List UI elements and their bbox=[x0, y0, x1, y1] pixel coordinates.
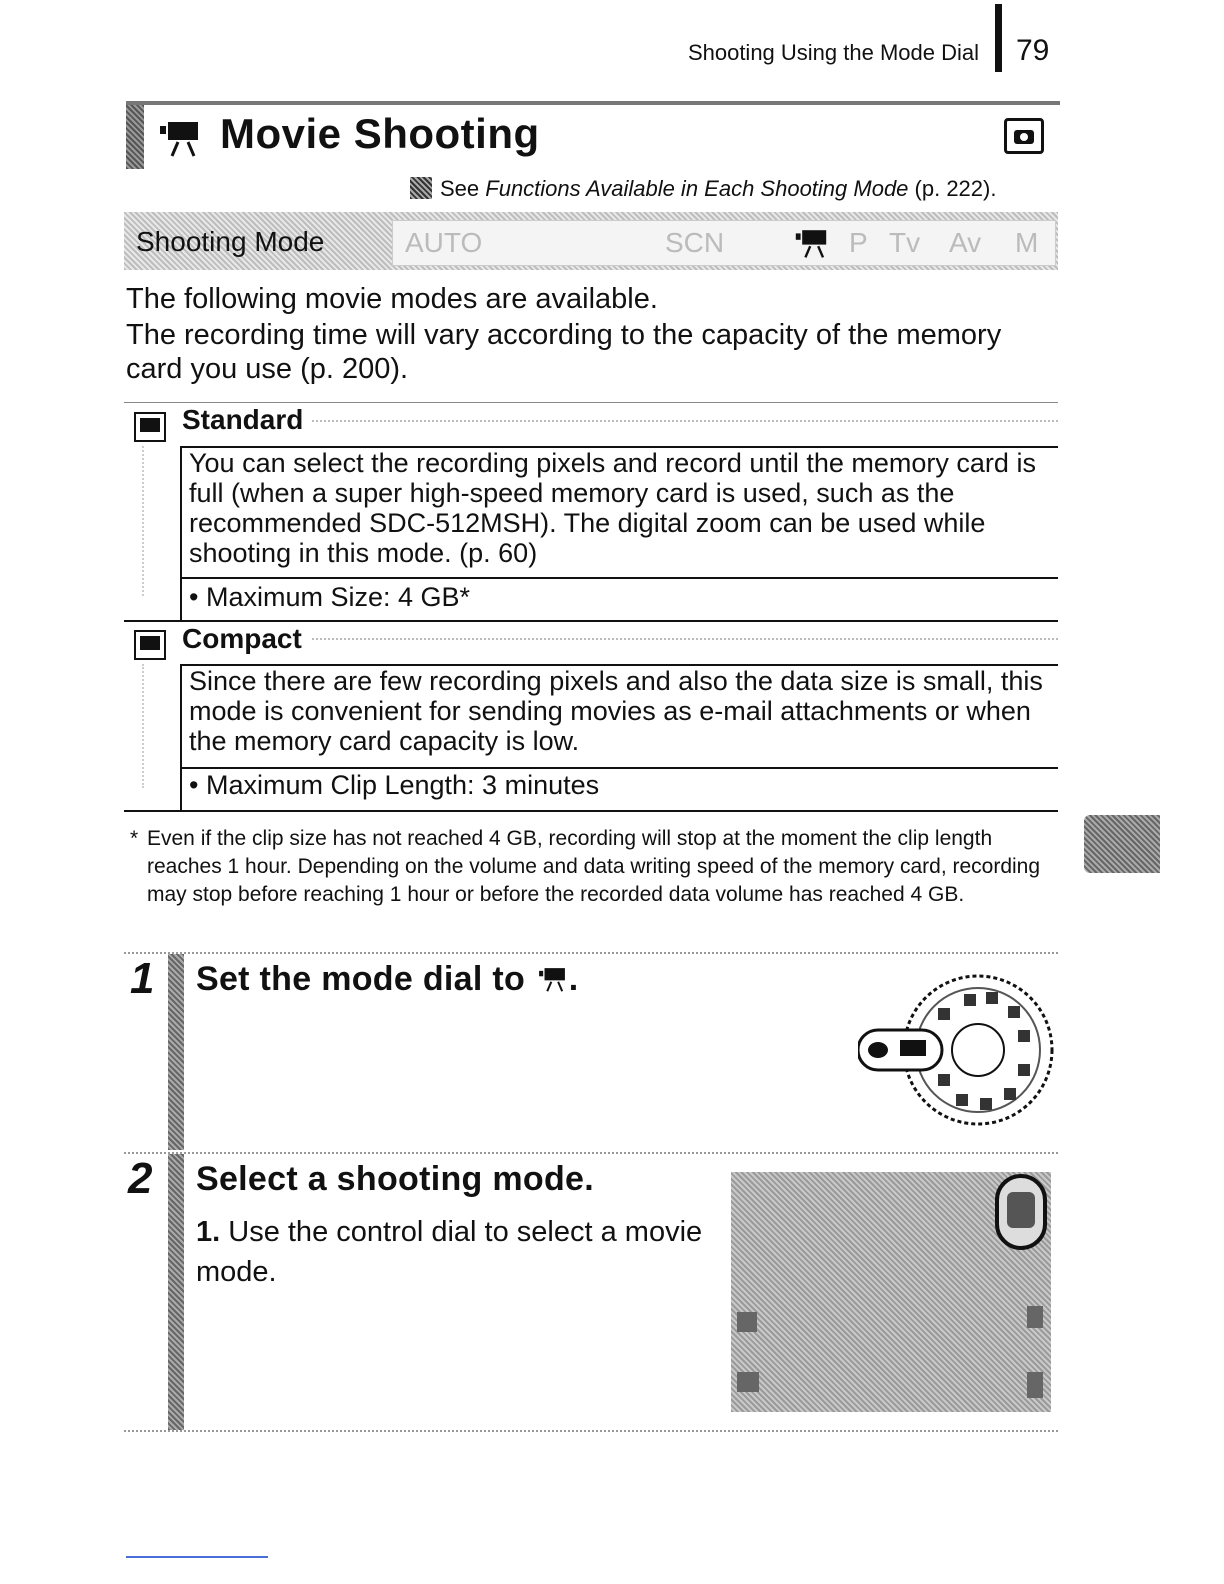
sub-step-number: 1. bbox=[196, 1216, 221, 1248]
header-divider bbox=[995, 4, 1002, 72]
row-left-line bbox=[180, 664, 182, 810]
step-instruction bbox=[196, 1212, 716, 1292]
cross-reference[interactable] bbox=[410, 176, 996, 202]
camera-icon bbox=[1004, 118, 1044, 154]
dotted-leader bbox=[312, 420, 1058, 422]
step-title-2: Select a shooting mode. bbox=[196, 1160, 594, 1198]
table-top-rule bbox=[124, 402, 1058, 403]
mode-av: Av bbox=[949, 227, 982, 258]
row-rule bbox=[180, 577, 1058, 579]
mode-name-compact: Compact bbox=[182, 623, 302, 654]
standard-movie-icon bbox=[134, 412, 166, 442]
intro-line-2: The recording time will vary according to the capacity of the memory card you use (p. 200). bbox=[126, 319, 1002, 385]
mode-spec-standard: • Maximum Size: 4 GB* bbox=[189, 582, 471, 612]
battery-icon bbox=[1027, 1372, 1043, 1398]
stabilizer-icon bbox=[1027, 1306, 1043, 1328]
mode-spec-compact: • Maximum Clip Length: 3 minutes bbox=[189, 770, 600, 800]
dotted-column bbox=[142, 664, 144, 788]
shooting-mode-label: Shooting Mode bbox=[136, 226, 325, 257]
movie-camera-icon bbox=[154, 116, 204, 160]
table-bottom-rule bbox=[124, 810, 1058, 812]
sub-step-text: Use the control dial to select a movie mode. bbox=[196, 1216, 703, 1288]
reference-arrow-icon bbox=[410, 177, 432, 199]
step-title-text: Set the mode dial to bbox=[196, 960, 526, 998]
dotted-leader bbox=[312, 638, 1058, 640]
footnote-marker: * bbox=[130, 827, 139, 850]
row-rule bbox=[180, 767, 1058, 769]
step-divider bbox=[124, 952, 1058, 954]
dotted-column bbox=[142, 446, 144, 596]
row-left-line bbox=[180, 446, 182, 622]
step-number-2: 2 bbox=[128, 1154, 153, 1203]
mode-p: P bbox=[849, 227, 868, 258]
movie-mode-icon bbox=[791, 225, 831, 261]
title-rule bbox=[126, 101, 1060, 105]
title-accent-bar bbox=[126, 105, 144, 169]
screen-icon bbox=[737, 1312, 757, 1332]
mode-tv: Tv bbox=[889, 227, 921, 258]
see-suffix: (p. 222). bbox=[908, 176, 997, 201]
page-bottom-divider bbox=[124, 1430, 1058, 1432]
mode-dial-illustration bbox=[858, 968, 1054, 1130]
step-title-end: . bbox=[568, 960, 579, 998]
mode-icons-strip bbox=[392, 220, 1056, 266]
selected-mode-highlight bbox=[995, 1174, 1047, 1250]
running-header: Shooting Using the Mode Dial bbox=[687, 40, 979, 65]
lcd-screen-illustration bbox=[731, 1172, 1051, 1412]
section-title: Movie Shooting bbox=[220, 110, 540, 157]
bottom-link-underline bbox=[126, 1556, 268, 1558]
mode-auto: AUTO bbox=[405, 227, 483, 258]
mode-description-compact: Since there are few recording pixels and also the data size is small, this mode is convenient for sending movies as e-mail attachments or when the memory card capacity is low. bbox=[189, 666, 1043, 756]
intro-line-1: The following movie modes are available. bbox=[126, 283, 658, 315]
step-number-1: 1 bbox=[130, 954, 155, 1003]
see-reference-title: Functions Available in Each Shooting Mode bbox=[485, 176, 909, 201]
mode-name-standard: Standard bbox=[182, 404, 304, 435]
chapter-tab bbox=[1084, 815, 1160, 873]
movie-mode-icon bbox=[1007, 1192, 1035, 1228]
mode-description-standard: You can select the recording pixels and record until the memory card is full (when a super high-speed memory card is used, such as the recommended SDC-512MSH). The digital zoom can be used while shooting in this mode. (p. 60) bbox=[189, 448, 1036, 568]
step-bar bbox=[168, 954, 184, 1150]
page-number: 79 bbox=[1016, 34, 1050, 67]
step-title-1 bbox=[196, 960, 579, 999]
step-bar bbox=[168, 1154, 184, 1430]
step-divider bbox=[124, 1152, 1058, 1154]
compact-movie-icon bbox=[134, 630, 166, 660]
movie-camera-icon bbox=[535, 964, 569, 994]
mode-m: M bbox=[1015, 227, 1039, 258]
row-rule bbox=[124, 620, 1058, 622]
mode-scn: SCN bbox=[665, 227, 725, 258]
see-prefix: See bbox=[440, 176, 486, 201]
screen-icon bbox=[737, 1372, 759, 1392]
footnote-text: Even if the clip size has not reached 4 GB, recording will stop at the moment the clip length reaches 1 hour. Depending on the volume and data writing speed of the memory card, recording may stop before reaching 1 hour or before the recorded data volume has reached 4 GB. bbox=[147, 827, 1041, 906]
